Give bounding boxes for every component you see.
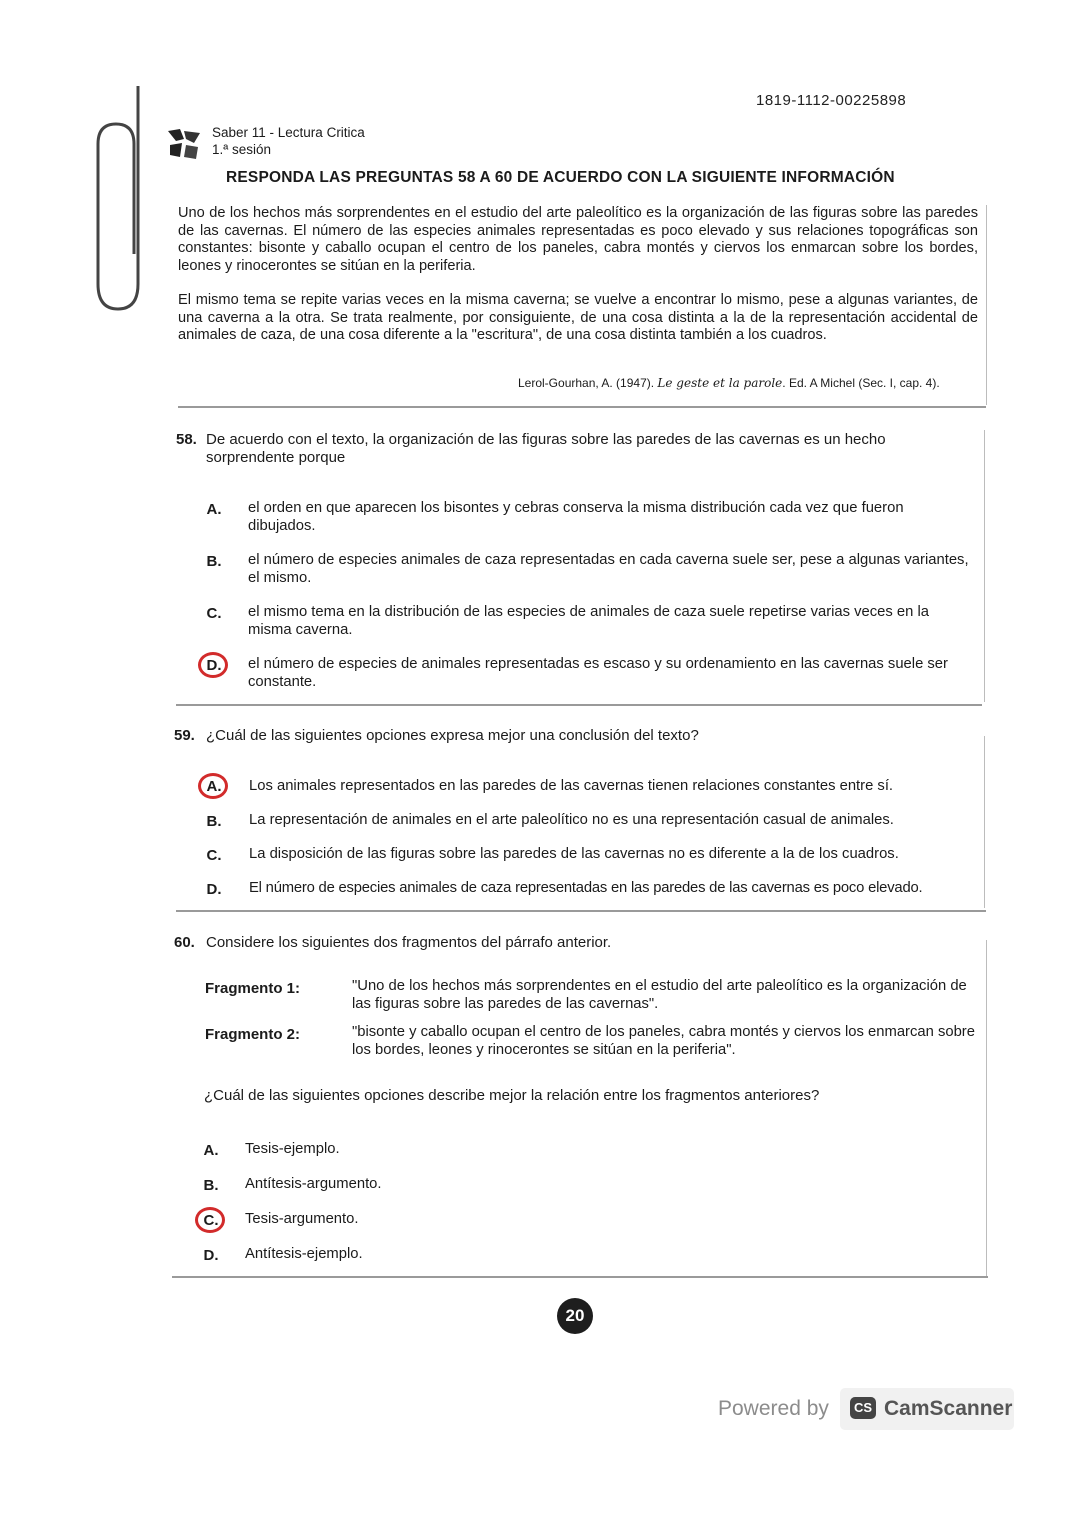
q58-option-a-text: el orden en que aparecen los bisontes y cebras conserva la misma distribución cada vez que fueron dibujados. [248,500,904,534]
question-60-number: 60. [174,934,195,951]
fragment-2-label: Fragmento 2: [205,1026,301,1043]
question-58-text: De acuerdo con el texto, la organización de las figuras sobre las paredes de las cavernas es un hecho sorprendente porque [206,431,886,466]
fragment-1-label: Fragmento 1: [205,980,301,997]
q58-option-d-letter[interactable]: D. [206,657,222,674]
side-rule [986,205,987,405]
citation-author: Lerol-Gourhan, A. (1947). [518,376,655,390]
passage-paragraph-1: Uno de los hechos más sorprendentes en el estudio del arte paleolítico es la organización de las figuras sobre las paredes de las cavernas. El número de las especies animales representadas es poco elevado y sus relaciones topográficas son constantes: bisonte y caballo ocupan el centro de los paneles, cabra montés y ciervos los enmarcan sobre los bordes, leones y rinocerontes se sitúan en la periferia. [178,205,978,274]
q60-option-d-text: Antítesis-ejemplo. [245,1246,363,1262]
camscanner-logo-icon: CS [850,1397,876,1419]
q60-option-b-text: Antítesis-argumento. [245,1176,382,1192]
question-59-number: 59. [174,727,195,744]
q59-option-a-letter[interactable]: A. [206,778,222,795]
q58-option-a-letter[interactable]: A. [206,501,222,518]
passage-paragraph-2: El mismo tema se repite varias veces en la misma caverna; se vuelve a encontrar lo mismo, pese a algunas variantes, de una caverna a la otra. Se trata realmente, por consiguiente, de una cosa distinta a la de la representación accidental de animales de caza, de una cosa diferente a la "escritura", de una cosa distinta también a los cuadros. [178,292,978,343]
question-59-text: ¿Cuál de las siguientes opciones expresa mejor una conclusión del texto? [206,727,699,744]
q58-option-c-letter[interactable]: C. [206,605,222,622]
page-number: 20 [557,1298,593,1334]
divider [176,910,986,912]
q60-option-c-text: Tesis-argumento. [245,1211,359,1227]
fragment-1-text: "Uno de los hechos más sorprendentes en el estudio del arte paleolítico es la organización de las figuras sobre las paredes de las cavernas". [352,978,967,1012]
q59-option-b-letter[interactable]: B. [206,813,222,830]
session-label: 1.ª sesión [212,142,272,157]
fragment-2-text: "bisonte y caballo ocupan el centro de los paneles, cabra montés y ciervos los enmarcan sobre los bordes, leones y rinocerontes se sitúan en la periferia". [352,1024,975,1058]
divider [178,406,986,408]
q59-option-d-letter[interactable]: D. [206,881,222,898]
q60-option-c-letter[interactable]: C. [203,1212,219,1229]
citation-title: Le geste et la parole [657,376,783,390]
divider [172,1276,988,1278]
document-code: 1819-1112-00225898 [756,92,907,109]
side-rule [984,736,985,908]
side-rule [986,940,987,1276]
paper-clip-icon [88,84,148,324]
q59-option-a-text: Los animales representados en las paredes de las cavernas tienen relaciones constantes entre sí. [249,778,894,794]
q58-option-d-text: el número de especies de animales representadas es escaso y su ordenamiento en las cavernas suele ser constante. [248,656,948,690]
q60-option-d-letter[interactable]: D. [203,1247,219,1264]
q58-option-b-letter[interactable]: B. [206,553,222,570]
q58-option-b-text: el número de especies animales de caza representadas en cada caverna suele ser, pese a algunas variantes, el mismo. [248,552,969,586]
divider [176,704,982,706]
citation [518,376,940,390]
citation-publisher: . Ed. A Michel (Sec. I, cap. 4). [782,376,940,390]
q60-option-b-letter[interactable]: B. [203,1177,219,1194]
q58-option-c-text: el mismo tema en la distribución de las especies de animales de caza suele repetirse varias veces en la misma caverna. [248,604,930,638]
side-rule [984,430,985,702]
powered-by-label: Powered by [718,1397,829,1420]
exam-logo-icon [166,127,202,161]
section-instruction: RESPONDA LAS PREGUNTAS 58 A 60 DE ACUERDO CON LA SIGUIENTE INFORMACIÓN [226,169,895,186]
question-60-prompt: ¿Cuál de las siguientes opciones describe mejor la relación entre los fragmentos anteriores? [204,1087,820,1104]
q60-option-a-text: Tesis-ejemplo. [245,1141,340,1157]
q59-option-c-letter[interactable]: C. [206,847,222,864]
question-60-text: Considere los siguientes dos fragmentos del párrafo anterior. [206,934,612,951]
q59-option-c-text: La disposición de las figuras sobre las paredes de las cavernas no es diferente a la de los cuadros. [249,846,899,862]
exam-name: Saber 11 - Lectura Critica [212,125,365,140]
q59-option-d-text: El número de especies animales de caza representadas en las paredes de las cavernas es poco elevado. [249,880,923,896]
q60-option-a-letter[interactable]: A. [203,1142,219,1159]
camscanner-brand: CamScanner [884,1397,1013,1420]
question-number: 58. [176,431,197,448]
q59-option-b-text: La representación de animales en el arte paleolítico no es una representación casual de animales. [249,812,894,828]
